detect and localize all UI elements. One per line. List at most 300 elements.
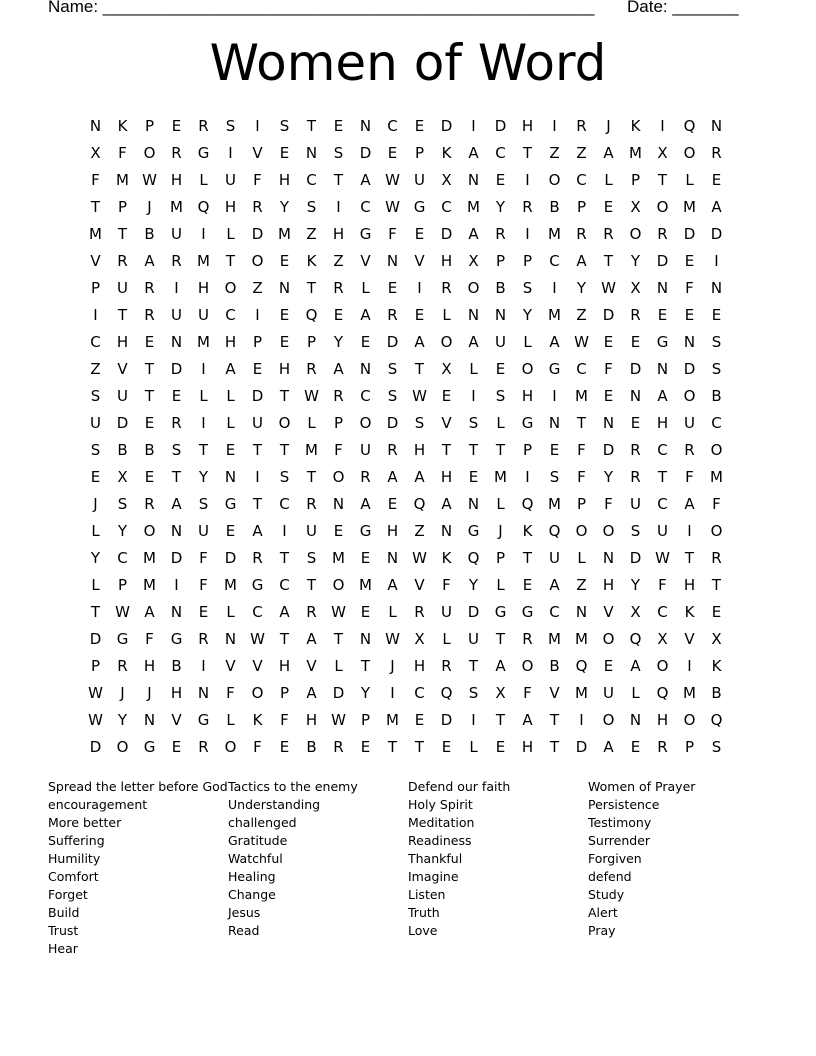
grid-letter: D (224, 548, 237, 567)
word-item: Women of Prayer (588, 779, 696, 794)
grid-letter: S (279, 116, 290, 135)
grid-row (82, 139, 730, 166)
grid-letter: M (548, 629, 561, 648)
grid-letter: I (174, 575, 179, 594)
grid-letter: L (199, 386, 208, 405)
grid-letter: E (495, 359, 506, 378)
grid-letter: N (602, 548, 615, 567)
grid-letter: V (360, 251, 371, 270)
grid-letter: D (710, 224, 723, 243)
grid-letter: N (602, 413, 615, 432)
grid-letter: T (225, 251, 236, 270)
grid-row (82, 544, 730, 571)
word-item: Gratitude (228, 833, 288, 848)
grid-letter: W (655, 548, 670, 567)
grid-row (82, 571, 730, 598)
grid-letter: U (90, 413, 101, 432)
grid-letter: O (602, 710, 615, 729)
grid-letter: Z (414, 521, 425, 540)
grid-letter: H (143, 656, 156, 675)
grid-letter: G (251, 575, 264, 594)
grid-letter: G (521, 413, 534, 432)
grid-letter: D (494, 116, 507, 135)
grid-letter: B (144, 440, 155, 459)
grid-letter: H (656, 710, 669, 729)
grid-letter: Y (630, 575, 641, 594)
grid-letter: R (387, 440, 398, 459)
grid-letter: S (495, 386, 506, 405)
grid-letter: C (90, 332, 101, 351)
grid-letter: T (306, 116, 317, 135)
grid-letter: I (687, 656, 692, 675)
grid-letter: O (467, 278, 480, 297)
grid-letter: A (387, 467, 398, 486)
grid-letter: S (333, 143, 344, 162)
grid-letter: U (657, 521, 668, 540)
word-item: Truth (408, 905, 440, 920)
grid-letter: M (305, 440, 318, 459)
grid-letter: T (252, 494, 263, 513)
grid-letter: G (521, 602, 534, 621)
grid-letter: Z (549, 143, 560, 162)
grid-letter: H (278, 656, 291, 675)
grid-letter: J (120, 683, 125, 702)
grid-letter: P (360, 710, 371, 729)
grid-letter: L (442, 629, 451, 648)
grid-letter: V (441, 413, 452, 432)
grid-letter: D (359, 143, 372, 162)
grid-letter: F (712, 494, 721, 513)
grid-letter: H (224, 332, 237, 351)
grid-letter: I (579, 710, 584, 729)
grid-letter: X (657, 629, 668, 648)
grid-letter: H (602, 575, 615, 594)
grid-letter: E (360, 548, 371, 567)
grid-letter: I (390, 683, 395, 702)
grid-letter: T (279, 386, 290, 405)
grid-letter: L (226, 386, 235, 405)
grid-letter: G (224, 494, 237, 513)
grid-letter: C (225, 305, 236, 324)
grid-letter: H (305, 710, 318, 729)
grid-letter: T (657, 467, 668, 486)
grid-letter: B (117, 440, 128, 459)
grid-letter: N (656, 278, 669, 297)
grid-letter: H (413, 656, 426, 675)
name-field-label: Name: ____________________________________________________ (48, 0, 595, 16)
grid-letter: D (440, 710, 453, 729)
grid-letter: N (629, 386, 642, 405)
grid-letter: A (549, 332, 560, 351)
grid-letter: H (332, 224, 345, 243)
grid-letter: E (603, 656, 614, 675)
grid-letter: Z (90, 359, 101, 378)
grid-letter: L (226, 413, 235, 432)
grid-letter: F (118, 143, 127, 162)
grid-letter: T (657, 170, 668, 189)
grid-letter: M (575, 386, 588, 405)
grid-letter: W (88, 683, 103, 702)
grid-letter: L (91, 575, 100, 594)
word-item: challenged (228, 815, 297, 830)
grid-letter: D (683, 359, 696, 378)
grid-letter: I (552, 386, 557, 405)
word-item: Jesus (228, 905, 261, 920)
grid-letter: I (471, 710, 476, 729)
grid-letter: L (604, 170, 613, 189)
grid-row (82, 382, 730, 409)
grid-letter: A (333, 359, 344, 378)
grid-letter: C (495, 143, 506, 162)
grid-letter: I (93, 305, 98, 324)
grid-letter: Z (576, 575, 587, 594)
grid-letter: S (387, 386, 398, 405)
grid-letter: R (603, 224, 614, 243)
grid-letter: A (171, 494, 182, 513)
grid-letter: D (386, 332, 399, 351)
grid-letter: M (575, 683, 588, 702)
grid-letter: S (306, 197, 317, 216)
grid-letter: G (143, 737, 156, 756)
grid-letter: F (523, 683, 532, 702)
grid-letter: D (89, 737, 102, 756)
grid-letter: J (147, 683, 152, 702)
grid-letter: R (711, 548, 722, 567)
grid-letter: X (117, 467, 128, 486)
grid-letter: T (441, 440, 452, 459)
grid-letter: E (603, 386, 614, 405)
grid-letter: A (414, 332, 425, 351)
grid-letter: Q (683, 116, 696, 135)
grid-letter: P (495, 251, 506, 270)
grid-letter: F (604, 494, 613, 513)
grid-letter: T (360, 656, 371, 675)
grid-letter: T (252, 440, 263, 459)
word-item: Change (228, 887, 276, 902)
grid-letter: Y (117, 710, 128, 729)
word-list-column (408, 778, 588, 958)
grid-letter: X (657, 143, 668, 162)
grid-letter: E (279, 143, 290, 162)
grid-letter: T (279, 440, 290, 459)
word-item: Suffering (48, 833, 105, 848)
grid-letter: A (711, 197, 722, 216)
grid-letter: E (495, 170, 506, 189)
grid-letter: R (360, 467, 371, 486)
grid-letter: T (117, 305, 128, 324)
grid-letter: J (147, 197, 152, 216)
grid-letter: R (171, 413, 182, 432)
grid-letter: E (171, 737, 182, 756)
grid-letter: S (306, 548, 317, 567)
grid-letter: N (386, 251, 399, 270)
grid-letter: I (525, 224, 530, 243)
grid-letter: O (683, 386, 696, 405)
grid-row (82, 247, 730, 274)
grid-row (82, 652, 730, 679)
grid-letter: O (440, 332, 453, 351)
grid-letter: E (414, 224, 425, 243)
grid-letter: C (549, 602, 560, 621)
grid-letter: O (656, 197, 669, 216)
grid-letter: Y (522, 305, 533, 324)
grid-letter: A (630, 656, 641, 675)
grid-letter: J (498, 521, 503, 540)
grid-letter: M (89, 224, 102, 243)
grid-letter: S (468, 683, 479, 702)
grid-letter: E (90, 467, 101, 486)
grid-letter: S (711, 332, 722, 351)
grid-letter: S (171, 440, 182, 459)
grid-letter: O (332, 575, 345, 594)
word-item: encouragement (48, 797, 148, 812)
grid-letter: B (711, 386, 722, 405)
grid-letter: C (360, 197, 371, 216)
grid-letter: M (197, 332, 210, 351)
word-list-column (228, 778, 408, 958)
grid-letter: E (144, 467, 155, 486)
word-item: Read (228, 923, 260, 938)
grid-letter: T (117, 224, 128, 243)
grid-letter: D (602, 440, 615, 459)
word-item: Holy Spirit (408, 797, 473, 812)
grid-letter: U (306, 521, 317, 540)
grid-letter: A (144, 251, 155, 270)
grid-letter: M (143, 548, 156, 567)
grid-letter: O (710, 521, 723, 540)
grid-letter: D (683, 224, 696, 243)
grid-letter: P (522, 251, 533, 270)
grid-letter: I (282, 521, 287, 540)
grid-letter: S (414, 413, 425, 432)
word-item: Surrender (588, 833, 651, 848)
grid-letter: V (252, 143, 263, 162)
grid-letter: V (252, 656, 263, 675)
word-item: Understanding (228, 797, 321, 812)
grid-letter: F (145, 629, 154, 648)
grid-row (82, 625, 730, 652)
grid-letter: T (333, 629, 344, 648)
grid-letter: W (574, 332, 589, 351)
grid-letter: M (170, 197, 183, 216)
grid-letter: T (144, 359, 155, 378)
grid-letter: X (441, 359, 452, 378)
grid-letter: A (468, 332, 479, 351)
word-item: Watchful (228, 851, 283, 866)
grid-letter: H (656, 413, 669, 432)
grid-letter: R (495, 224, 506, 243)
grid-letter: K (117, 116, 128, 135)
grid-letter: C (711, 413, 722, 432)
grid-letter: M (548, 305, 561, 324)
grid-letter: M (494, 467, 507, 486)
grid-letter: B (549, 656, 560, 675)
grid-letter: O (143, 521, 156, 540)
grid-letter: U (360, 440, 371, 459)
grid-letter: H (116, 332, 129, 351)
word-item: Imagine (408, 869, 459, 884)
grid-row (82, 274, 730, 301)
grid-letter: M (575, 629, 588, 648)
grid-letter: U (414, 170, 425, 189)
grid-letter: P (414, 143, 425, 162)
grid-letter: M (710, 467, 723, 486)
grid-letter: D (170, 548, 183, 567)
grid-letter: A (252, 521, 263, 540)
grid-letter: V (306, 656, 317, 675)
grid-letter: Y (198, 467, 209, 486)
grid-letter: I (552, 116, 557, 135)
grid-letter: E (360, 602, 371, 621)
grid-letter: E (603, 197, 614, 216)
word-item: Humility (48, 851, 101, 866)
grid-letter: E (630, 332, 641, 351)
grid-letter: W (331, 602, 346, 621)
grid-letter: N (710, 116, 723, 135)
grid-letter: N (494, 305, 507, 324)
grid-letter: E (360, 737, 371, 756)
grid-letter: U (117, 278, 128, 297)
grid-letter: Y (468, 575, 479, 594)
grid-letter: O (575, 521, 588, 540)
grid-letter: O (602, 629, 615, 648)
grid-letter: T (414, 359, 425, 378)
grid-letter: T (549, 737, 560, 756)
word-item: Healing (228, 869, 276, 884)
grid-letter: N (170, 602, 183, 621)
grid-letter: R (144, 305, 155, 324)
grid-letter: F (604, 359, 613, 378)
grid-letter: N (332, 494, 345, 513)
grid-letter: U (117, 386, 128, 405)
grid-letter: W (250, 629, 265, 648)
grid-letter: X (711, 629, 722, 648)
grid-letter: S (522, 278, 533, 297)
grid-letter: F (577, 440, 586, 459)
grid-letter: X (468, 251, 479, 270)
grid-letter: B (144, 224, 155, 243)
grid-letter: A (360, 305, 371, 324)
grid-letter: T (414, 737, 425, 756)
grid-letter: R (333, 737, 344, 756)
grid-letter: A (684, 494, 695, 513)
grid-letter: O (251, 251, 264, 270)
grid-letter: L (496, 575, 505, 594)
grid-letter: F (334, 440, 343, 459)
grid-letter: W (385, 197, 400, 216)
grid-letter: Q (440, 683, 453, 702)
grid-letter: U (468, 629, 479, 648)
grid-row (82, 220, 730, 247)
grid-letter: C (306, 170, 317, 189)
grid-row (82, 193, 730, 220)
grid-letter: E (387, 278, 398, 297)
grid-letter: L (226, 602, 235, 621)
grid-letter: R (333, 386, 344, 405)
grid-letter: C (441, 197, 452, 216)
grid-letter: N (89, 116, 102, 135)
grid-letter: H (170, 683, 183, 702)
grid-letter: O (224, 737, 237, 756)
grid-letter: E (333, 116, 344, 135)
grid-letter: H (440, 467, 453, 486)
word-item: Trust (48, 923, 79, 938)
grid-letter: F (253, 737, 262, 756)
grid-letter: R (198, 116, 209, 135)
grid-letter: N (386, 548, 399, 567)
word-item: Love (408, 923, 438, 938)
grid-letter: J (606, 116, 611, 135)
grid-letter: S (387, 359, 398, 378)
grid-letter: E (711, 305, 722, 324)
grid-letter: S (711, 359, 722, 378)
grid-letter: N (224, 629, 237, 648)
grid-letter: L (361, 278, 370, 297)
grid-letter: A (576, 251, 587, 270)
grid-letter: M (332, 548, 345, 567)
grid-letter: D (467, 602, 480, 621)
grid-letter: O (683, 143, 696, 162)
grid-letter: N (467, 494, 480, 513)
grid-letter: N (710, 278, 723, 297)
grid-letter: N (548, 413, 561, 432)
grid-letter: B (171, 656, 182, 675)
grid-row (82, 598, 730, 625)
grid-row (82, 166, 730, 193)
word-item: Readiness (408, 833, 472, 848)
grid-letter: I (201, 359, 206, 378)
grid-letter: R (657, 224, 668, 243)
grid-letter: I (714, 251, 719, 270)
word-list-column (48, 778, 228, 958)
grid-letter: M (386, 710, 399, 729)
grid-letter: S (468, 413, 479, 432)
grid-letter: V (603, 602, 614, 621)
grid-letter: H (413, 440, 426, 459)
grid-letter: I (336, 197, 341, 216)
grid-letter: C (576, 170, 587, 189)
grid-letter: Q (197, 197, 210, 216)
grid-letter: I (687, 521, 692, 540)
grid-letter: Q (710, 710, 723, 729)
grid-letter: T (171, 467, 182, 486)
grid-letter: P (576, 494, 587, 513)
grid-letter: O (548, 170, 561, 189)
grid-letter: R (630, 467, 641, 486)
grid-letter: B (495, 278, 506, 297)
grid-letter: O (224, 278, 237, 297)
word-item: Persistence (588, 797, 660, 812)
grid-letter: P (684, 737, 695, 756)
grid-letter: T (495, 710, 506, 729)
grid-letter: I (471, 386, 476, 405)
grid-letter: G (359, 224, 372, 243)
grid-letter: S (117, 494, 128, 513)
grid-letter: G (656, 332, 669, 351)
grid-letter: W (601, 278, 616, 297)
grid-letter: F (226, 683, 235, 702)
grid-letter: E (360, 332, 371, 351)
grid-row (82, 409, 730, 436)
grid-letter: I (201, 224, 206, 243)
grid-letter: M (548, 494, 561, 513)
grid-letter: U (684, 413, 695, 432)
grid-letter: J (93, 494, 98, 513)
grid-letter: M (683, 683, 696, 702)
grid-letter: R (144, 494, 155, 513)
grid-letter: D (89, 629, 102, 648)
grid-letter: V (90, 251, 101, 270)
